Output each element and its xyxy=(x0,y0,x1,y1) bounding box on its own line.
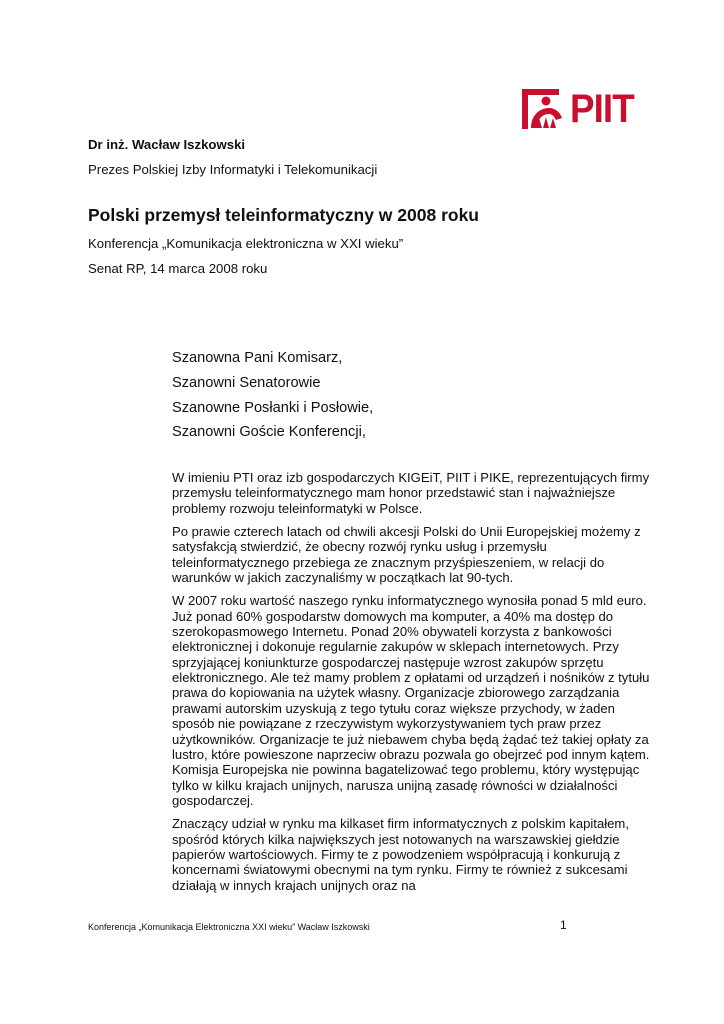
page-footer: Konferencja „Komunikacja Elektroniczna XXI wieku” Wacław Iszkowski xyxy=(88,922,370,932)
speech-body xyxy=(172,470,652,901)
piit-emblem-icon xyxy=(519,86,567,132)
conference-name: Konferencja „Komunikacja elektroniczna w XXI wieku” xyxy=(88,236,404,251)
piit-logo xyxy=(519,86,639,132)
author-name: Dr inż. Wacław Iszkowski xyxy=(88,137,246,152)
logo-text: PIIT xyxy=(570,87,634,131)
page-number: 1 xyxy=(560,918,567,932)
salutation-line: Szanowna Pani Komisarz, xyxy=(172,350,343,366)
paragraph: W imieniu PTI oraz izb gospodarczych KIGEiT, PIIT i PIKE, reprezentujących firmy przemysłu teleinformatycznego mam honor przedstawić stan i najważniejsze problemy rozwoju teleinformatyki w Polsce. xyxy=(172,470,650,516)
salutation-line: Szanowni Senatorowie xyxy=(172,374,321,391)
place-date: Senat RP, 14 marca 2008 roku xyxy=(88,261,268,276)
paragraph: Znaczący udział w rynku ma kilkaset firm informatycznych z polskim kapitałem, spośród których kilka największych jest notowanych na warszawskiej giełdzie papierów wartościowych. Firmy te z powodzeniem współpracują i konkurują z koncernami światowymi obecnymi na tym rynku. Firmy te również z sukcesami działają w innych krajach unijnych oraz na xyxy=(172,816,629,893)
paragraph: W 2007 roku wartość naszego rynku informatycznego wynosiła ponad 5 mld euro. Już ponad 60% gospodarstw domowych ma komputer, a 40% ma dostęp do szerokopasmowego Internetu. Ponad 20% obywateli korzysta z bankowości elektronicznej i dokonuje regularnie zakupów w sklepach internetowych. Przy sprzyjającej koniunkturze gospodarczej następuje wzrost zakupów sprzętu elektronicznego. Ale też mamy problem z opłatami od urządzeń i nośników z tytułu prawa do kopiowania na użytek własny. Organizacje zbiorowego zarządzania prawami autorskim uzyskują z tego tytułu coraz większe przychody, w żaden sposób nie powiązane z rzeczywistym wykorzystywaniem tych praw przez użytkowników. Organizacje te już niebawem chyba będą żądać też takiej opłaty za lustro, które powieszone naprzeciw obrazu pozwala go obejrzeć pod innym kątem. Komisja Europejska nie powinna bagatelizować tego problemu, który występując tylko w kilku krajach unijnych, narusza unijną zasadę równości w działalności gospodarczej. xyxy=(172,593,650,808)
author-role: Prezes Polskiej Izby Informatyki i Telekomunikacji xyxy=(88,162,378,177)
document-title: Polski przemysł teleinformatyczny w 2008 roku xyxy=(88,205,479,225)
salutation-list xyxy=(172,346,373,445)
salutation-line: Szanowni Goście Konferencji, xyxy=(172,424,366,441)
salutation-line: Szanowne Posłanki i Posłowie, xyxy=(172,399,374,416)
paragraph: Po prawie czterech latach od chwili akcesji Polski do Unii Europejskiej możemy z satysfakcją stwierdzić, że obecny rozwój rynku usług i przemysłu teleinformatycznego przebiega ze znacznym przyśpieszeniem, w relacji do warunków w jakich zaczynaliśmy w początkach lat 90-tych. xyxy=(172,524,641,586)
